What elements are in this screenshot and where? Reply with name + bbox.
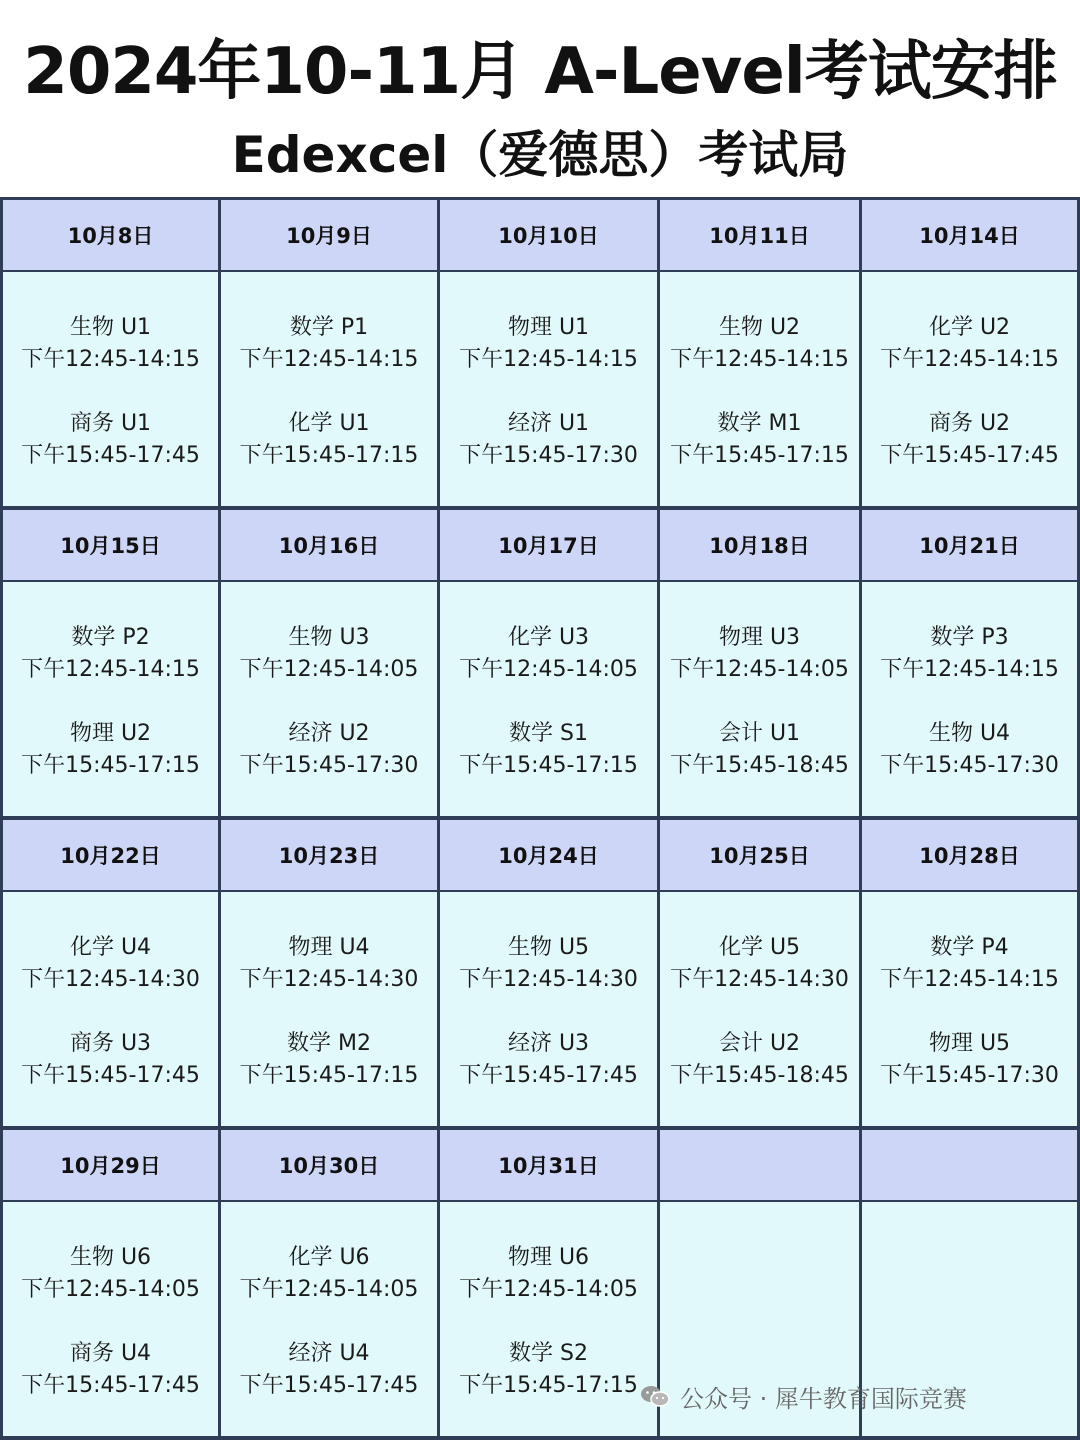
exam-time: 下午12:45-14:05: [459, 1277, 638, 1302]
date-header-cell: [660, 1130, 859, 1200]
exam-subject: 经济 U3: [507, 1031, 590, 1056]
exam-day-cell: [440, 272, 657, 506]
exam-subject: 数学 M2: [287, 1031, 371, 1056]
exam-subject: 数学 P2: [71, 625, 150, 650]
exam-day-cell: [221, 272, 437, 506]
exam-date: 10月9日: [286, 224, 372, 248]
exam-day-cell: [440, 1202, 657, 1436]
exam-time: 下午12:45-14:15: [880, 967, 1059, 992]
exam-session: [3, 312, 218, 376]
exam-day-cell: [3, 892, 218, 1126]
exam-day-cell: [221, 582, 437, 816]
date-header-cell: [440, 1130, 657, 1200]
exam-day-cell: [3, 272, 218, 506]
exam-subject: 数学 S1: [509, 721, 588, 746]
exam-time: 下午15:45-17:15: [21, 753, 200, 778]
exam-day-cell: [660, 272, 859, 506]
exam-time: 下午12:45-14:15: [21, 657, 200, 682]
exam-time: 下午12:45-14:05: [21, 1277, 200, 1302]
exam-session: [440, 1338, 657, 1402]
exam-subject: 物理 U2: [69, 721, 152, 746]
exam-subject: 数学 P1: [289, 315, 369, 340]
date-header-cell: [440, 820, 657, 890]
exam-subject: 生物 U4: [928, 721, 1011, 746]
exam-time: 下午15:45-17:15: [239, 1063, 419, 1088]
exam-time: 下午12:45-14:30: [239, 967, 419, 992]
exam-session: [221, 1242, 437, 1306]
exam-session: [440, 1242, 657, 1306]
exam-session: [440, 1028, 657, 1092]
page-subtitle: Edexcel（爱德思）考试局: [231, 126, 849, 184]
exam-subject: 数学 M1: [717, 411, 802, 436]
date-header-cell: [440, 200, 657, 270]
date-header-cell: [862, 820, 1077, 890]
exam-subject: 经济 U4: [288, 1341, 370, 1366]
exam-date: 10月22日: [60, 844, 161, 868]
exam-subject: 物理 U6: [507, 1245, 590, 1270]
exam-date: 10月8日: [67, 224, 154, 248]
exam-subject: 商务 U1: [69, 411, 152, 436]
exam-time: 下午15:45-17:30: [459, 443, 638, 468]
exam-session: [440, 718, 657, 782]
exam-schedule-table: [0, 197, 1080, 1440]
exam-session: [862, 408, 1077, 472]
exam-date: 10月14日: [919, 224, 1020, 248]
exam-session: [221, 408, 437, 472]
exam-date: 10月17日: [498, 534, 599, 558]
exam-subject: 生物 U6: [69, 1245, 152, 1270]
exam-subject: 生物 U3: [288, 625, 370, 650]
exam-session: [3, 932, 218, 996]
exam-day-cell: [660, 892, 859, 1126]
exam-subject: 生物 U5: [507, 935, 590, 960]
exam-subject: 数学 P3: [930, 625, 1009, 650]
exam-date: 10月21日: [919, 534, 1020, 558]
exam-day-cell: [862, 272, 1077, 506]
exam-time: 下午12:45-14:15: [21, 347, 200, 372]
exam-session: [221, 718, 437, 782]
exam-date: 10月31日: [498, 1154, 599, 1178]
exam-session: [3, 1242, 218, 1306]
exam-date: 10月23日: [278, 844, 380, 868]
exam-time: 下午15:45-17:45: [21, 1063, 200, 1088]
exam-time: 下午15:45-17:30: [880, 753, 1059, 778]
exam-time: 下午12:45-14:15: [239, 347, 419, 372]
exam-time: 下午15:45-17:30: [239, 753, 419, 778]
exam-time: 下午15:45-18:45: [670, 753, 849, 778]
exam-session: [3, 622, 218, 686]
date-header-cell: [862, 510, 1077, 580]
date-header-cell: [221, 200, 437, 270]
exam-date: 10月28日: [919, 844, 1020, 868]
date-header-cell: [3, 1130, 218, 1200]
exam-subject: 会计 U1: [718, 721, 801, 746]
date-header-cell: [660, 820, 859, 890]
exam-day-cell: [440, 582, 657, 816]
exam-time: 下午12:45-14:05: [239, 1277, 419, 1302]
exam-time: 下午12:45-14:15: [880, 347, 1059, 372]
date-header-cell: [440, 510, 657, 580]
exam-session: [221, 312, 437, 376]
exam-time: 下午12:45-14:15: [459, 347, 638, 372]
exam-time: 下午12:45-14:15: [670, 347, 849, 372]
exam-subject: 经济 U2: [288, 721, 370, 746]
exam-session: [221, 1338, 437, 1402]
date-header-cell: [660, 510, 859, 580]
exam-session: [862, 718, 1077, 782]
exam-time: 下午15:45-17:15: [459, 1373, 638, 1398]
exam-subject: 物理 U4: [288, 935, 370, 960]
exam-session: [440, 622, 657, 686]
exam-session: [221, 622, 437, 686]
exam-date: 10月10日: [498, 224, 599, 248]
exam-date: 10月29日: [60, 1154, 161, 1178]
date-header-cell: [3, 820, 218, 890]
exam-session: [862, 932, 1077, 996]
exam-date: 10月16日: [278, 534, 380, 558]
exam-time: 下午12:45-14:30: [21, 967, 200, 992]
exam-subject: 商务 U4: [69, 1341, 152, 1366]
date-header-cell: [221, 1130, 437, 1200]
exam-subject: 商务 U3: [69, 1031, 152, 1056]
exam-time: 下午12:45-14:05: [459, 657, 638, 682]
date-header-cell: [221, 510, 437, 580]
exam-time: 下午15:45-17:45: [21, 1373, 200, 1398]
exam-time: 下午15:45-17:30: [880, 1063, 1059, 1088]
exam-time: 下午15:45-17:45: [21, 443, 200, 468]
exam-session: [221, 932, 437, 996]
watermark-text: 公众号 · 犀牛教育国际竞赛: [680, 1384, 967, 1413]
exam-subject: 化学 U4: [69, 935, 152, 960]
exam-date: 10月15日: [60, 534, 161, 558]
exam-subject: 化学 U2: [928, 315, 1011, 340]
exam-subject: 化学 U6: [288, 1245, 370, 1270]
exam-subject: 化学 U1: [288, 411, 370, 436]
exam-session: [660, 718, 859, 782]
exam-time: 下午12:45-14:05: [239, 657, 419, 682]
exam-subject: 生物 U2: [718, 315, 801, 340]
exam-session: [3, 1028, 218, 1092]
exam-time: 下午15:45-17:45: [239, 1373, 419, 1398]
exam-subject: 物理 U1: [507, 315, 590, 340]
exam-day-cell: [3, 582, 218, 816]
date-header-cell: [862, 200, 1077, 270]
exam-subject: 生物 U1: [69, 315, 152, 340]
exam-session: [660, 408, 859, 472]
exam-session: [660, 622, 859, 686]
exam-day-cell: [862, 582, 1077, 816]
exam-time: 下午15:45-17:45: [459, 1063, 638, 1088]
exam-subject: 商务 U2: [928, 411, 1011, 436]
exam-time: 下午12:45-14:30: [459, 967, 638, 992]
exam-session: [3, 408, 218, 472]
exam-session: [660, 1028, 859, 1092]
exam-subject: 物理 U5: [928, 1031, 1011, 1056]
exam-session: [221, 1028, 437, 1092]
watermark: [640, 1376, 967, 1416]
exam-session: [440, 932, 657, 996]
date-header-cell: [862, 1130, 1077, 1200]
exam-date: 10月18日: [709, 534, 810, 558]
exam-date: 10月24日: [498, 844, 599, 868]
exam-session: [660, 312, 859, 376]
exam-subject: 化学 U3: [507, 625, 590, 650]
exam-day-cell: [862, 892, 1077, 1126]
exam-date: 10月25日: [709, 844, 810, 868]
exam-date: 10月11日: [709, 224, 810, 248]
exam-time: 下午15:45-18:45: [670, 1063, 849, 1088]
exam-time: 下午12:45-14:15: [880, 657, 1059, 682]
exam-time: 下午12:45-14:05: [670, 657, 849, 682]
exam-subject: 物理 U3: [718, 625, 801, 650]
exam-session: [3, 1338, 218, 1402]
exam-time: 下午15:45-17:15: [459, 753, 638, 778]
exam-subject: 会计 U2: [718, 1031, 801, 1056]
exam-day-cell: [3, 1202, 218, 1436]
exam-session: [440, 408, 657, 472]
exam-time: 下午15:45-17:45: [880, 443, 1059, 468]
exam-day-cell: [221, 1202, 437, 1436]
exam-day-cell: [221, 892, 437, 1126]
date-header-cell: [3, 200, 218, 270]
date-header-cell: [660, 200, 859, 270]
exam-session: [3, 718, 218, 782]
exam-session: [862, 622, 1077, 686]
exam-day-cell: [660, 582, 859, 816]
exam-day-cell: [440, 892, 657, 1126]
exam-session: [440, 312, 657, 376]
exam-subject: 经济 U1: [507, 411, 590, 436]
exam-session: [660, 932, 859, 996]
exam-subject: 数学 P4: [930, 935, 1009, 960]
exam-session: [862, 1028, 1077, 1092]
exam-session: [862, 312, 1077, 376]
exam-time: 下午15:45-17:15: [239, 443, 419, 468]
exam-subject: 化学 U5: [718, 935, 801, 960]
date-header-cell: [221, 820, 437, 890]
date-header-cell: [3, 510, 218, 580]
exam-subject: 数学 S2: [509, 1341, 588, 1366]
exam-time: 下午12:45-14:30: [670, 967, 849, 992]
wechat-icon: [640, 1384, 670, 1408]
page-title: 2024年10-11月 A-Level考试安排: [23, 35, 1057, 109]
exam-time: 下午15:45-17:15: [670, 443, 849, 468]
exam-date: 10月30日: [278, 1154, 380, 1178]
